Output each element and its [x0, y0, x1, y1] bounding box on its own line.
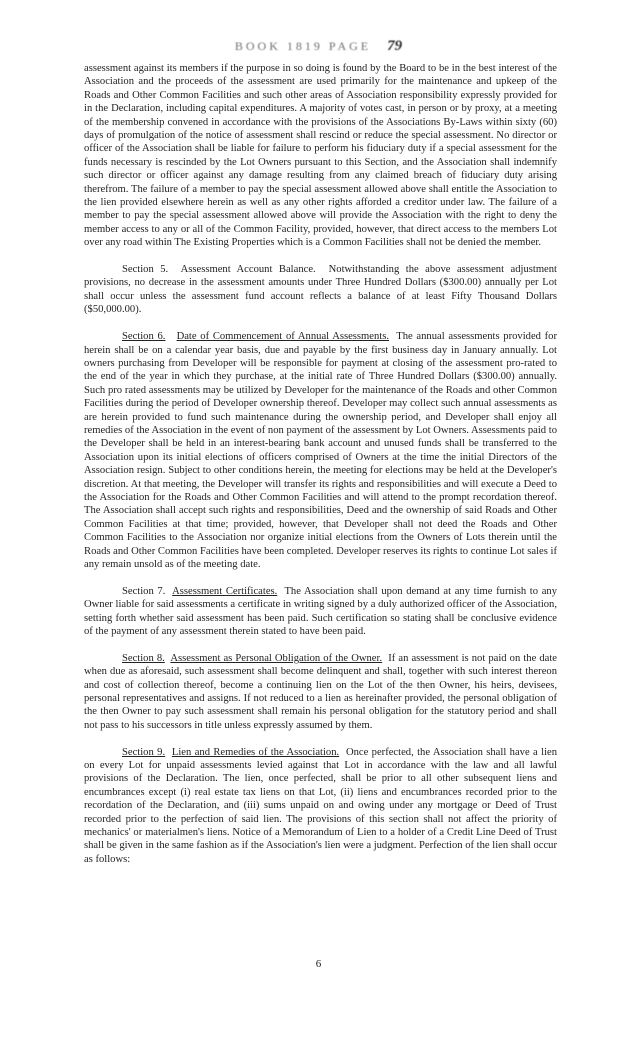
- recording-stamp-book: BOOK 1819 PAGE: [234, 39, 372, 53]
- section-6-heading: Date of Commencement of Annual Assessments.: [176, 331, 390, 343]
- section-9-label: Section 9.: [122, 746, 166, 758]
- section-5: [84, 263, 557, 317]
- recording-stamp-page: 79: [387, 38, 403, 54]
- section-7-label: Section 7.: [122, 585, 166, 597]
- page-number: 6: [315, 958, 322, 970]
- paragraph-text: assessment against its members if the purpose in so doing is found by the Board to be in the best interest of the Association and the proceeds of the assessment are used primarily for the maintenance and upkeep of the Roads and Other Common Facilities and such other areas of Association responsibility expressly provided for in the Declaration, including capital expenditures. A majority of votes cast, in person or by proxy, at a meeting of the membership convened in accordance with the provisions of the Associations By-Laws within sixty (60) days of promulgation of the notice of assessment shall rescind or reduce the special assessment. No director or officer of the Association shall be liable for failure to perform his fiduciary duty if a special assessment for the funds necessary is rescinded by the Lot Owners pursuant to this Section, and the Association shall indemnify such director or officer against any damage resulting from any claimed breach of fiduciary duty arising therefrom. The failure of a member to pay the special assessment allowed above shall entitle the Association to the lien provided elsewhere herein as well as any other rights afforded a creditor under law. The failure of a member to pay the special assessment allowed above will provide the Association with the right to deny the member access to any or all of the Common Facility, provided, however, that direct access to the members Lot over any road within The Existing Properties which is a Common Facilities shall not be denied the member.: [84, 63, 557, 249]
- section-6-label: Section 6.: [122, 331, 166, 343]
- recording-stamp: [0, 38, 637, 55]
- section-9-heading: Lien and Remedies of the Association.: [171, 746, 340, 758]
- document-body: [84, 62, 557, 880]
- section-6-text: The annual assessments provided for herein shall be on a calendar year basis, due and payable by the first business day in January annually. Lot owners purchasing from Developer will be responsible for payment at closing of the assessment pro-rated to the end of the year in which they purchase, at the initial rate of Three Hundred Dollars ($300.00) annually. Such pro rated assessments may be utilized by Developer for the maintenance of the Roads and other Common Facilities during the period of Developer ownership thereof. Developer may collect such annual assessments as are herein provided to fund such maintenance during the ownership period, and Developer shall enjoy all remedies of the Association in the event of non payment of the assessment by Lot Owners. Assessments paid to the Developer shall be held in an interest-bearing bank account and unused funds shall be transferred to the Association upon its initial elections of officers comprised of Owners at the time the initial Directors of the Association resign. Subject to other conditions herein, the meeting for elections may be held at the Developer's discretion. At that meeting, the Developer will transfer its rights and responsibilities and will execute a Deed to the Association for the Roads and Other Common Facilities and will attend to the prompt recordation thereof. The Association shall accept such rights and responsibilities, Deed and the ownership of said Roads and Other Common Facilities at that time; provided, however, that Developer shall not deed the Roads and Other Common Facilities to the Association nor organize initial elections from the Owners of Lots therein until the Roads and Other Common Facilities have been completed. Developer reserves its rights to continue Lot sales if any remain unsold as of the meeting date.: [84, 331, 558, 570]
- section-9-text: Once perfected, the Association shall have a lien on every Lot for unpaid assessments levied against that Lot in accordance with the law and all lawful provisions of the Declaration. The lien, once perfected, shall be prior to all other subsequent liens and encumbrances except (i) real estate tax liens on that Lot, (ii) liens and encumbrances recorded prior to the recordation of the Declaration, and (iii) sums unpaid on and owing under any mortgage or Deed of Trust recorded prior to the perfection of said lien. The provisions of this section shall not affect the priority of mechanics' or materialmen's liens. Notice of a Memorandum of Lien to a holder of a Credit Line Deed of Trust shall be given in the same fashion as if the Association's lien were a judgment. Perfection of the lien shall occur as follows:: [84, 746, 558, 865]
- section-7: [84, 585, 557, 639]
- section-7-text: The Association shall upon demand at any time furnish to any Owner liable for said assessments a certificate in writing signed by a duly authorized officer of the Association, setting forth whether said assessment has been paid. Such certification so stating shall be conclusive evidence of the payment of any assessment therein stated to have been paid.: [84, 585, 558, 638]
- section-6: [84, 330, 557, 571]
- section-8-heading: Assessment as Personal Obligation of the Owner.: [170, 652, 383, 664]
- section-5-heading: Assessment Account Balance.: [180, 264, 316, 276]
- section-5-text: Notwithstanding the above assessment adjustment provisions, no decrease in the assessment amounts under Three Hundred Dollars ($300.00) annually per Lot shall occur unless the assessment fund account reflects a balance of at least Fifty Thousand Dollars ($50,000.00).: [84, 264, 557, 316]
- section-9: [84, 746, 557, 867]
- section-7-heading: Assessment Certificates.: [172, 585, 278, 597]
- section-8-text: If an assessment is not paid on the date when due as aforesaid, such assessment shall become delinquent and shall, together with such interest thereon and cost of collection thereof, become a continuing lien on the Lot of the then Owner, his heirs, devisees, personal representatives and assigns. If not reduced to a lien as hereinafter provided, the personal obligation of the then Owner to pay such assessment shall remain his personal obligation for the statutory period and shall not pass to his successors in title unless expressly assumed by them.: [84, 652, 558, 731]
- section-8-label: Section 8.: [122, 652, 165, 664]
- paragraph-continued-assessment: [84, 62, 557, 250]
- section-8: [84, 652, 557, 732]
- section-5-label: Section 5.: [122, 264, 169, 276]
